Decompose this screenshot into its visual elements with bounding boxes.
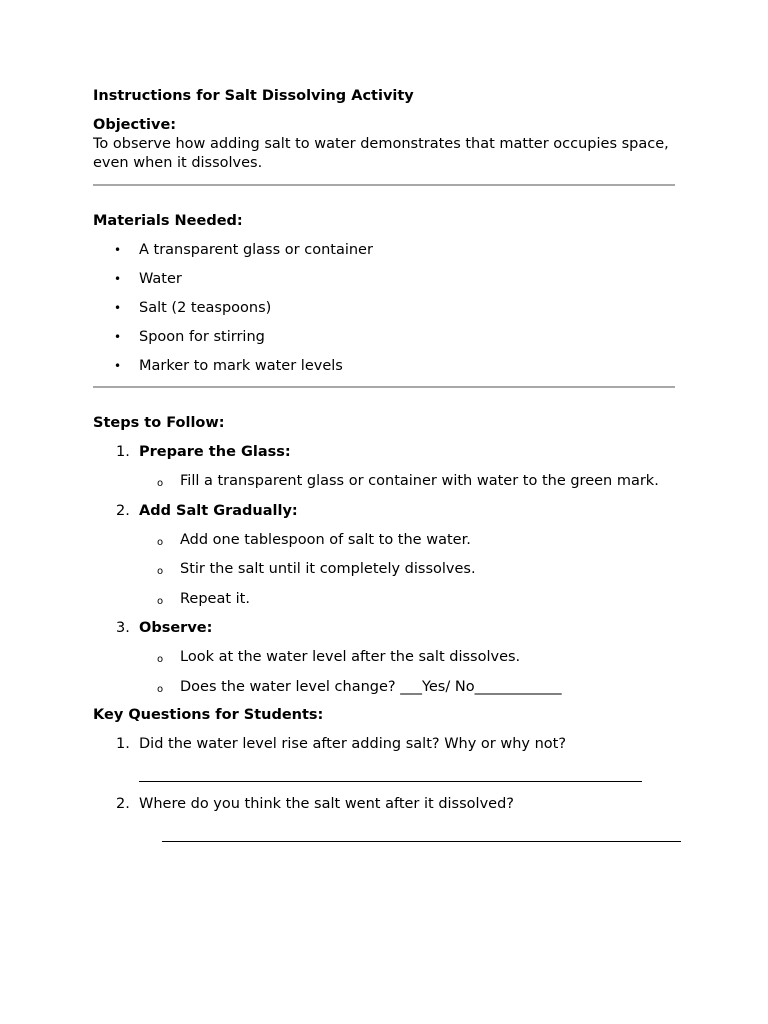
steps-list: [93, 443, 683, 697]
step-substeps: [139, 531, 683, 609]
material-item-label: Water: [139, 271, 182, 287]
material-item-label: Marker to mark water levels: [139, 358, 343, 374]
materials-heading: Materials Needed:: [93, 213, 243, 229]
step-label: Add Salt Gradually:: [139, 502, 298, 519]
answer-line[interactable]: [162, 841, 681, 842]
step-number: 3.: [116, 620, 130, 636]
list-item: [93, 328, 683, 347]
circle-bullet-icon: o: [157, 654, 164, 665]
circle-bullet-icon: o: [157, 595, 164, 607]
substep-item: [139, 590, 670, 609]
question-text: Did the water level rise after adding salt? Why or why not?: [139, 736, 567, 752]
material-item-label: Salt (2 teaspoons): [139, 300, 272, 316]
step-item: [93, 619, 683, 697]
question-item: [93, 735, 683, 782]
step-label: Observe:: [139, 620, 213, 636]
substep-item: [139, 472, 670, 491]
substep-text: Stir the salt until it completely dissolves.: [180, 561, 476, 577]
step-number: 1.: [116, 444, 130, 460]
substep-text: Repeat it.: [180, 590, 250, 607]
substep-text: Add one tablespoon of salt to the water.: [180, 531, 471, 548]
document-title: Instructions for Salt Dissolving Activity: [93, 88, 414, 104]
objective-label: Objective:: [93, 117, 177, 133]
question-item: [93, 795, 683, 842]
circle-bullet-icon: o: [157, 566, 164, 577]
question-number: 2.: [116, 796, 130, 812]
substep-item: [139, 560, 670, 579]
step-item: [93, 502, 683, 609]
circle-bullet-icon: o: [157, 683, 164, 695]
step-substeps: [139, 648, 683, 697]
list-item: [93, 299, 683, 318]
step-substeps: [139, 472, 683, 491]
worksheet-page: [93, 86, 683, 842]
bullet-icon: •: [114, 330, 122, 344]
substep-item: [139, 648, 670, 667]
question-text: Where do you think the salt went after it dissolved?: [139, 796, 514, 812]
list-item: [93, 357, 683, 376]
material-item-label: Spoon for stirring: [139, 329, 265, 345]
substep-item: [139, 531, 670, 550]
step-label: Prepare the Glass:: [139, 444, 291, 460]
list-item: [93, 270, 683, 289]
bullet-icon: •: [114, 272, 122, 286]
question-number: 1.: [116, 736, 130, 752]
steps-heading: Steps to Follow:: [93, 415, 225, 431]
questions-list: [93, 735, 683, 842]
bullet-icon: •: [114, 359, 122, 373]
step-number: 2.: [116, 502, 130, 519]
step-item: [93, 443, 683, 491]
circle-bullet-icon: o: [157, 536, 164, 548]
key-questions-heading: Key Questions for Students:: [93, 707, 324, 723]
answer-line[interactable]: [139, 781, 642, 782]
bullet-icon: •: [114, 301, 122, 315]
horizontal-divider: [93, 184, 675, 186]
objective-text: To observe how adding salt to water demonstrates that matter occupies space, even when it dissolves.: [93, 136, 669, 171]
horizontal-divider: [93, 386, 675, 388]
substep-text: Look at the water level after the salt dissolves.: [180, 649, 521, 665]
substep-text: Fill a transparent glass or container with water to the green mark.: [180, 473, 659, 489]
circle-bullet-icon: o: [157, 478, 164, 489]
substep-item: [139, 678, 670, 697]
material-item-label: A transparent glass or container: [139, 242, 373, 258]
substep-text: Does the water level change? ___Yes/ No____________: [180, 678, 562, 695]
list-item: [93, 241, 683, 260]
bullet-icon: •: [114, 243, 122, 257]
materials-list: [93, 241, 683, 376]
